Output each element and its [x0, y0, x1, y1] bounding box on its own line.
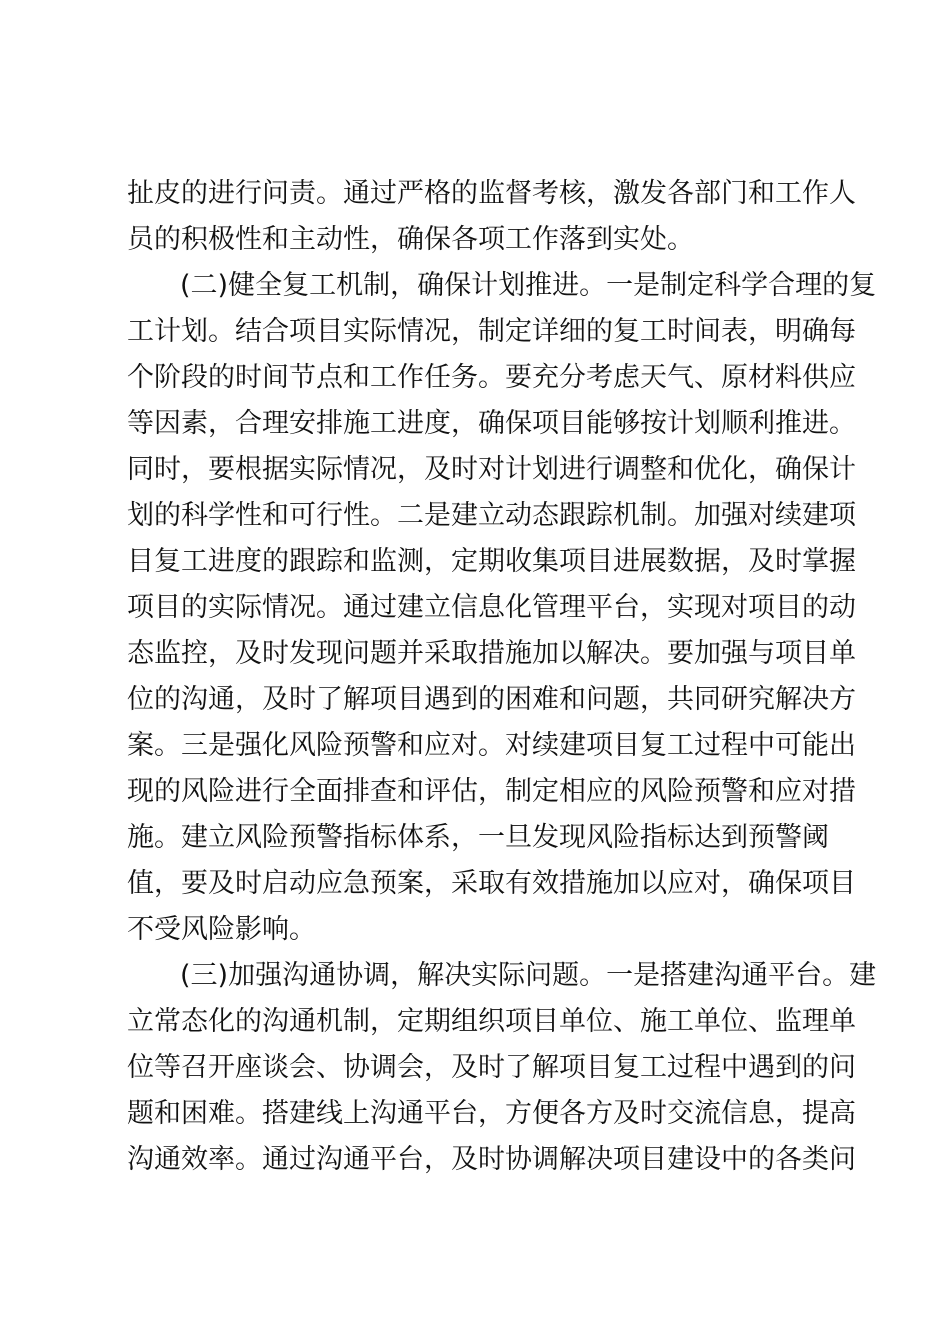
text-line-8: 划的科学性和可行性。二是建立动态跟踪机制。加强对续建项 [127, 500, 856, 531]
text-line-2: 员的积极性和主动性，确保各项工作落到实处。 [127, 224, 694, 255]
text-line-12: 位的沟通，及时了解项目遇到的困难和问题，共同研究解决方 [127, 684, 856, 715]
text-line-17: 不受风险影响。 [127, 914, 316, 945]
text-line-15: 施。建立风险预警指标体系，一旦发现风险指标达到预警阈 [127, 822, 829, 853]
paragraph-heading-3: (三)加强沟通协调，解决实际问题。一是搭建沟通平台。建 [180, 960, 877, 991]
text-line-14: 现的风险进行全面排查和评估，制定相应的风险预警和应对措 [127, 776, 856, 807]
text-line-6: 等因素，合理安排施工进度，确保项目能够按计划顺利推进。 [127, 408, 856, 439]
text-line-19: 立常态化的沟通机制，定期组织项目单位、施工单位、监理单 [127, 1006, 856, 1037]
text-line-4: 工计划。结合项目实际情况，制定详细的复工时间表，明确每 [127, 316, 856, 347]
text-line-1: 扯皮的进行问责。通过严格的监督考核，激发各部门和工作人 [127, 178, 856, 209]
text-line-11: 态监控，及时发现问题并采取措施加以解决。要加强与项目单 [127, 638, 856, 669]
text-line-21: 题和困难。搭建线上沟通平台，方便各方及时交流信息，提高 [127, 1098, 856, 1129]
text-line-7: 同时，要根据实际情况，及时对计划进行调整和优化，确保计 [127, 454, 856, 485]
text-line-20: 位等召开座谈会、协调会，及时了解项目复工过程中遇到的问 [127, 1052, 856, 1083]
text-line-5: 个阶段的时间节点和工作任务。要充分考虑天气、原材料供应 [127, 362, 856, 393]
text-line-22: 沟通效率。通过沟通平台，及时协调解决项目建设中的各类问 [127, 1144, 856, 1175]
text-line-9: 目复工进度的跟踪和监测，定期收集项目进展数据，及时掌握 [127, 546, 856, 577]
paragraph-heading-2: (二)健全复工机制，确保计划推进。一是制定科学合理的复 [180, 270, 877, 301]
text-line-16: 值，要及时启动应急预案，采取有效措施加以应对，确保项目 [127, 868, 856, 899]
text-line-10: 项目的实际情况。通过建立信息化管理平台，实现对项目的动 [127, 592, 856, 623]
text-line-13: 案。三是强化风险预警和应对。对续建项目复工过程中可能出 [127, 730, 856, 761]
